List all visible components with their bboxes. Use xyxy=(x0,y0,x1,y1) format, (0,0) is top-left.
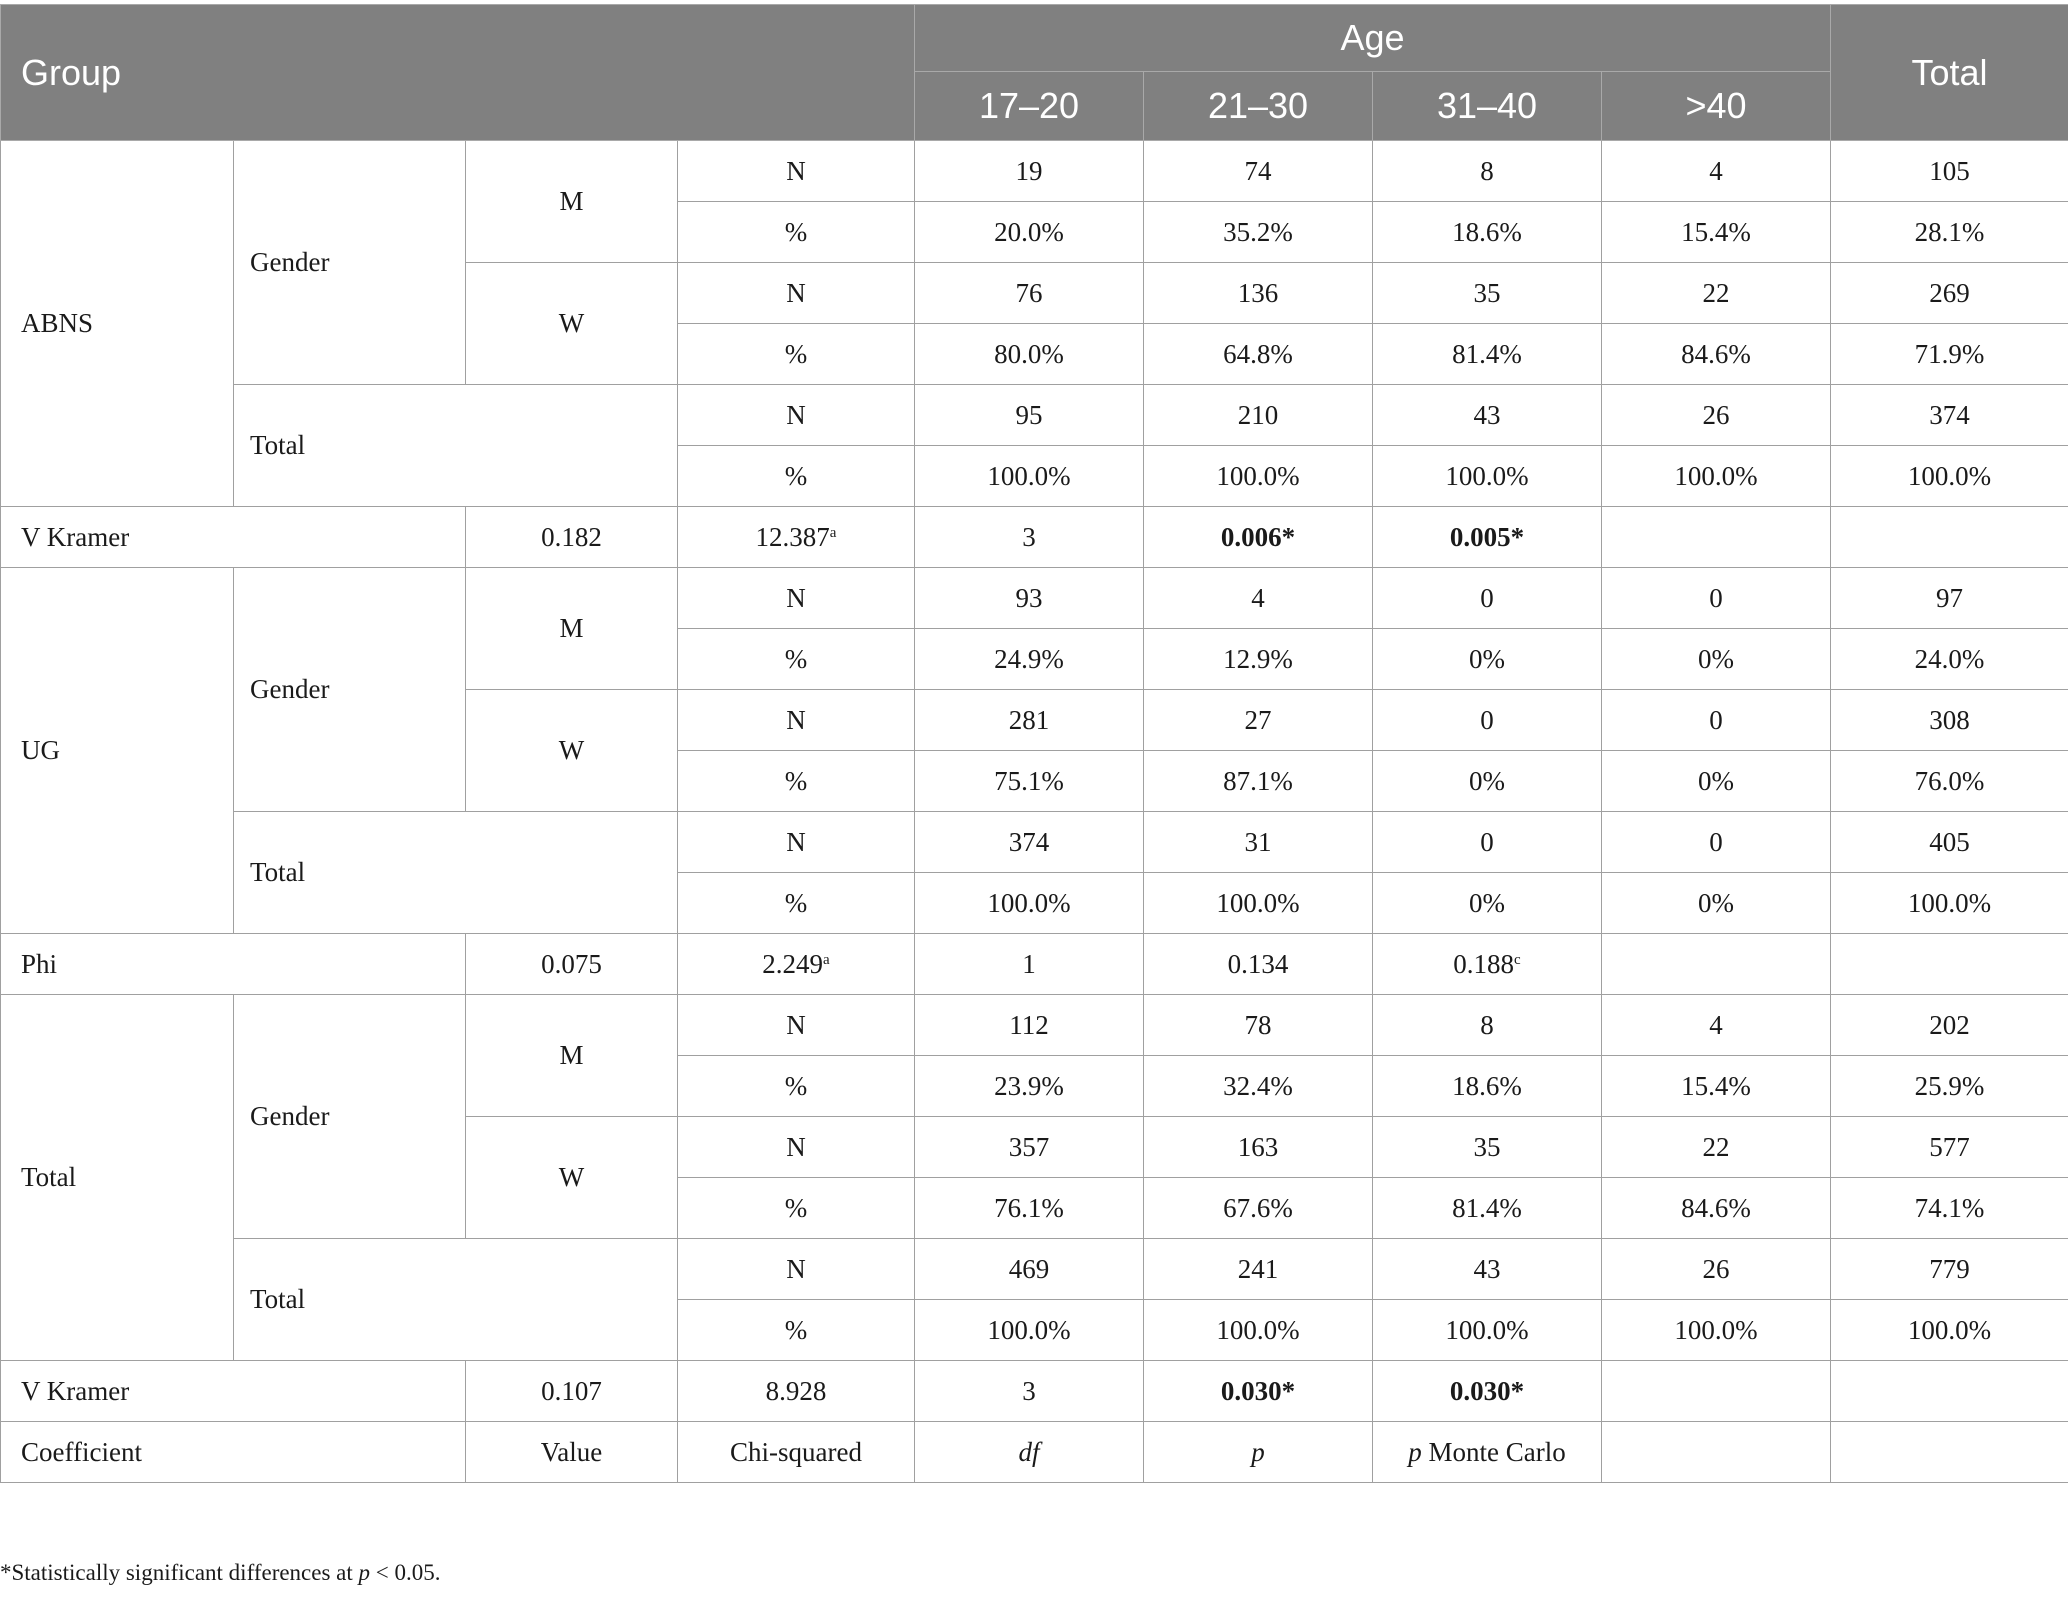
data-cell: 779 xyxy=(1831,1239,2068,1300)
data-cell: 43 xyxy=(1373,385,1602,446)
legend-p-monte-carlo xyxy=(1373,1422,1602,1483)
data-cell: 100.0% xyxy=(915,873,1144,934)
gender-m-label: M xyxy=(466,568,678,690)
table-row xyxy=(1,141,2068,202)
measure-label: % xyxy=(678,1300,915,1361)
data-cell: 112 xyxy=(915,995,1144,1056)
df-value: 3 xyxy=(915,1361,1144,1422)
data-cell: 76.0% xyxy=(1831,751,2068,812)
measure-label: N xyxy=(678,263,915,324)
data-cell: 22 xyxy=(1602,263,1831,324)
table-row xyxy=(1,568,2068,629)
data-cell: 84.6% xyxy=(1602,1178,1831,1239)
subtotal-label: Total xyxy=(234,385,678,507)
data-cell: 0 xyxy=(1602,568,1831,629)
data-cell: 4 xyxy=(1602,995,1831,1056)
data-cell: 93 xyxy=(915,568,1144,629)
data-cell: 18.6% xyxy=(1373,202,1602,263)
gender-label: Gender xyxy=(234,995,466,1239)
data-cell: 100.0% xyxy=(1144,446,1373,507)
measure-label: % xyxy=(678,1056,915,1117)
stat-row xyxy=(1,507,2068,568)
gender-w-label: W xyxy=(466,1117,678,1239)
measure-label: N xyxy=(678,568,915,629)
p-monte-carlo-sup: c xyxy=(1514,951,1521,968)
stat-row xyxy=(1,1361,2068,1422)
data-cell: 0 xyxy=(1602,690,1831,751)
data-cell: 95 xyxy=(915,385,1144,446)
df-value: 1 xyxy=(915,934,1144,995)
data-cell: 0% xyxy=(1373,751,1602,812)
measure-label: % xyxy=(678,324,915,385)
measure-label: N xyxy=(678,1239,915,1300)
data-cell: 281 xyxy=(915,690,1144,751)
data-cell: 269 xyxy=(1831,263,2068,324)
group-label: UG xyxy=(1,568,234,934)
data-cell: 577 xyxy=(1831,1117,2068,1178)
data-cell: 210 xyxy=(1144,385,1373,446)
data-cell: 374 xyxy=(1831,385,2068,446)
data-cell: 67.6% xyxy=(1144,1178,1373,1239)
legend-p: p xyxy=(1144,1422,1373,1483)
measure-label: % xyxy=(678,629,915,690)
data-cell: 0 xyxy=(1602,812,1831,873)
group-label: Total xyxy=(1,995,234,1361)
data-cell: 64.8% xyxy=(1144,324,1373,385)
data-cell: 74.1% xyxy=(1831,1178,2068,1239)
gender-label: Gender xyxy=(234,568,466,812)
age-band-header: >40 xyxy=(1602,72,1831,141)
coefficient-value: 0.107 xyxy=(466,1361,678,1422)
measure-label: N xyxy=(678,690,915,751)
table-row xyxy=(1,385,2068,446)
data-cell: 202 xyxy=(1831,995,2068,1056)
chi-squared-cell xyxy=(678,507,915,568)
age-header: Age xyxy=(915,5,1831,72)
data-cell: 74 xyxy=(1144,141,1373,202)
age-band-header: 17–20 xyxy=(915,72,1144,141)
coefficient-name: V Kramer xyxy=(1,1361,466,1422)
empty-cell xyxy=(1831,1361,2068,1422)
data-cell: 80.0% xyxy=(915,324,1144,385)
footnote-p: p xyxy=(358,1560,371,1585)
chi-squared-cell xyxy=(678,1361,915,1422)
data-cell: 28.1% xyxy=(1831,202,2068,263)
gender-m-label: M xyxy=(466,141,678,263)
chi-squared-sup: a xyxy=(823,951,830,968)
measure-label: % xyxy=(678,202,915,263)
data-cell: 100.0% xyxy=(1144,1300,1373,1361)
data-cell: 43 xyxy=(1373,1239,1602,1300)
stat-row xyxy=(1,934,2068,995)
statistics-table xyxy=(0,4,2068,1483)
data-cell: 81.4% xyxy=(1373,324,1602,385)
data-cell: 87.1% xyxy=(1144,751,1373,812)
footnote xyxy=(0,1560,441,1586)
footnote-prefix: *Statistically significant differences at xyxy=(0,1560,359,1585)
data-cell: 374 xyxy=(915,812,1144,873)
data-cell: 469 xyxy=(915,1239,1144,1300)
empty-cell xyxy=(1602,1361,1831,1422)
p-monte-carlo-cell xyxy=(1373,934,1602,995)
empty-cell xyxy=(1602,507,1831,568)
p-monte-carlo-value: 0.030* xyxy=(1449,1375,1525,1406)
data-cell: 24.9% xyxy=(915,629,1144,690)
legend-chi-squared: Chi-squared xyxy=(678,1422,915,1483)
empty-cell xyxy=(1831,934,2068,995)
data-cell: 0% xyxy=(1602,629,1831,690)
gender-w-label: W xyxy=(466,690,678,812)
p-monte-carlo-value: 0.005* xyxy=(1449,521,1525,552)
data-cell: 100.0% xyxy=(1144,873,1373,934)
p-monte-carlo-cell xyxy=(1373,507,1602,568)
measure-label: % xyxy=(678,751,915,812)
data-cell: 4 xyxy=(1602,141,1831,202)
table-row xyxy=(1,1239,2068,1300)
data-cell: 35 xyxy=(1373,263,1602,324)
coefficient-name: V Kramer xyxy=(1,507,466,568)
subtotal-label: Total xyxy=(234,1239,678,1361)
measure-label: % xyxy=(678,873,915,934)
data-cell: 78 xyxy=(1144,995,1373,1056)
data-cell: 0 xyxy=(1373,568,1602,629)
p-monte-carlo-cell xyxy=(1373,1361,1602,1422)
header-row-1 xyxy=(1,5,2068,72)
data-cell: 26 xyxy=(1602,1239,1831,1300)
data-cell: 8 xyxy=(1373,141,1602,202)
data-cell: 31 xyxy=(1144,812,1373,873)
coefficient-value: 0.075 xyxy=(466,934,678,995)
total-header: Total xyxy=(1831,5,2068,141)
data-cell: 100.0% xyxy=(1373,446,1602,507)
data-cell: 19 xyxy=(915,141,1144,202)
measure-label: N xyxy=(678,1117,915,1178)
group-label: ABNS xyxy=(1,141,234,507)
legend-df: df xyxy=(915,1422,1144,1483)
footnote-rest: < 0.05. xyxy=(370,1560,441,1585)
data-cell: 81.4% xyxy=(1373,1178,1602,1239)
table-header xyxy=(1,5,2068,141)
coefficient-value: 0.182 xyxy=(466,507,678,568)
data-cell: 23.9% xyxy=(915,1056,1144,1117)
data-cell: 100.0% xyxy=(1831,446,2068,507)
data-cell: 4 xyxy=(1144,568,1373,629)
data-cell: 25.9% xyxy=(1831,1056,2068,1117)
data-cell: 241 xyxy=(1144,1239,1373,1300)
data-cell: 0% xyxy=(1373,629,1602,690)
data-cell: 15.4% xyxy=(1602,1056,1831,1117)
measure-label: N xyxy=(678,141,915,202)
data-cell: 20.0% xyxy=(915,202,1144,263)
chi-squared-value: 12.387 xyxy=(755,521,830,552)
p-value: 0.006* xyxy=(1144,507,1373,568)
data-cell: 100.0% xyxy=(915,1300,1144,1361)
chi-squared-value: 2.249 xyxy=(762,948,824,979)
measure-label: % xyxy=(678,446,915,507)
empty-cell xyxy=(1602,934,1831,995)
empty-cell xyxy=(1602,1422,1831,1483)
data-cell: 22 xyxy=(1602,1117,1831,1178)
coefficient-name: Phi xyxy=(1,934,466,995)
chi-squared-cell xyxy=(678,934,915,995)
data-cell: 100.0% xyxy=(1831,873,2068,934)
subtotal-label: Total xyxy=(234,812,678,934)
data-cell: 0 xyxy=(1373,690,1602,751)
data-cell: 24.0% xyxy=(1831,629,2068,690)
data-cell: 76 xyxy=(915,263,1144,324)
legend-p-italic: p xyxy=(1408,1436,1422,1467)
chi-squared-value: 8.928 xyxy=(765,1375,827,1406)
data-cell: 97 xyxy=(1831,568,2068,629)
data-cell: 0% xyxy=(1602,873,1831,934)
data-cell: 35.2% xyxy=(1144,202,1373,263)
data-cell: 0% xyxy=(1602,751,1831,812)
data-cell: 8 xyxy=(1373,995,1602,1056)
data-cell: 100.0% xyxy=(1373,1300,1602,1361)
data-cell: 35 xyxy=(1373,1117,1602,1178)
data-cell: 32.4% xyxy=(1144,1056,1373,1117)
data-cell: 0 xyxy=(1373,812,1602,873)
gender-m-label: M xyxy=(466,995,678,1117)
legend-value: Value xyxy=(466,1422,678,1483)
legend-monte-carlo: Monte Carlo xyxy=(1421,1436,1566,1467)
data-cell: 84.6% xyxy=(1602,324,1831,385)
group-header: Group xyxy=(1,5,915,141)
measure-label: N xyxy=(678,385,915,446)
legend-coefficient: Coefficient xyxy=(1,1422,466,1483)
measure-label: % xyxy=(678,1178,915,1239)
gender-w-label: W xyxy=(466,263,678,385)
legend-row xyxy=(1,1422,2068,1483)
data-cell: 405 xyxy=(1831,812,2068,873)
p-value: 0.134 xyxy=(1144,934,1373,995)
table-row xyxy=(1,812,2068,873)
gender-label: Gender xyxy=(234,141,466,385)
empty-cell xyxy=(1831,1422,2068,1483)
measure-label: N xyxy=(678,812,915,873)
empty-cell xyxy=(1831,507,2068,568)
data-cell: 100.0% xyxy=(1602,1300,1831,1361)
data-cell: 105 xyxy=(1831,141,2068,202)
data-cell: 15.4% xyxy=(1602,202,1831,263)
measure-label: N xyxy=(678,995,915,1056)
data-cell: 12.9% xyxy=(1144,629,1373,690)
data-cell: 100.0% xyxy=(915,446,1144,507)
age-band-header: 31–40 xyxy=(1373,72,1602,141)
chi-squared-sup: a xyxy=(829,524,837,541)
p-value: 0.030* xyxy=(1144,1361,1373,1422)
data-cell: 75.1% xyxy=(915,751,1144,812)
table-row xyxy=(1,995,2068,1056)
data-cell: 100.0% xyxy=(1831,1300,2068,1361)
data-cell: 76.1% xyxy=(915,1178,1144,1239)
data-cell: 27 xyxy=(1144,690,1373,751)
data-cell: 100.0% xyxy=(1602,446,1831,507)
data-cell: 71.9% xyxy=(1831,324,2068,385)
data-cell: 308 xyxy=(1831,690,2068,751)
df-value: 3 xyxy=(915,507,1144,568)
data-cell: 163 xyxy=(1144,1117,1373,1178)
data-cell: 26 xyxy=(1602,385,1831,446)
p-monte-carlo-value: 0.188 xyxy=(1453,948,1515,979)
age-band-header: 21–30 xyxy=(1144,72,1373,141)
data-cell: 357 xyxy=(915,1117,1144,1178)
data-cell: 0% xyxy=(1373,873,1602,934)
data-cell: 136 xyxy=(1144,263,1373,324)
data-cell: 18.6% xyxy=(1373,1056,1602,1117)
table-body xyxy=(1,141,2068,1483)
